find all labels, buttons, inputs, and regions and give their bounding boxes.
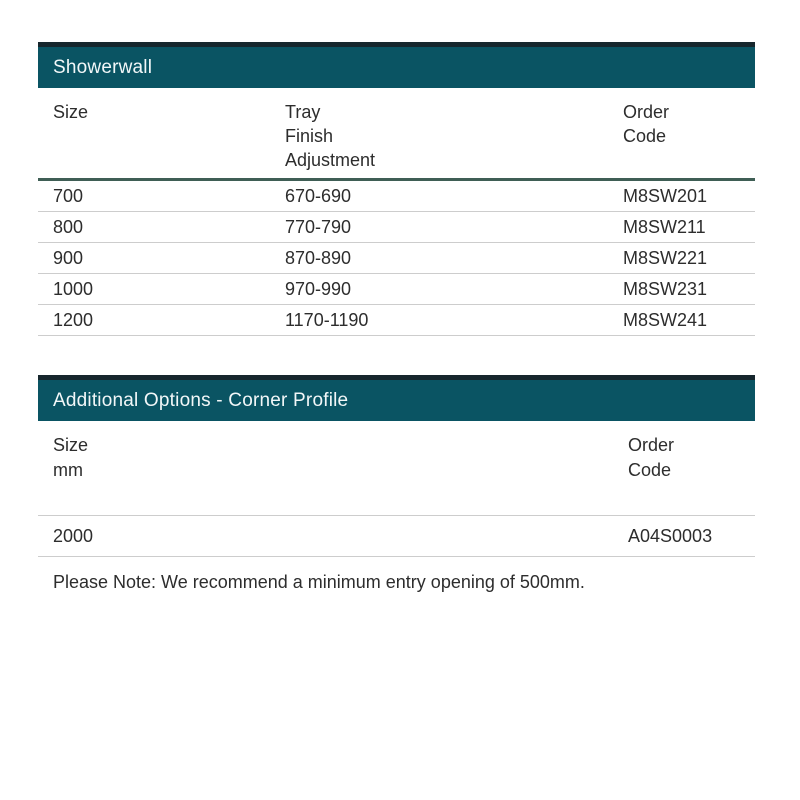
column-header-mm-line: mm	[53, 460, 83, 480]
column-header-code-line: Code	[628, 460, 672, 480]
cell-size: 900	[53, 248, 84, 268]
cell-order-code: M8SW201	[623, 186, 708, 206]
cell-tray-finish-adjustment: 770-790	[285, 217, 352, 237]
additional-options-section	[38, 375, 755, 593]
cell-tray-finish-adjustment: 870-890	[285, 248, 352, 268]
column-header-finish-line: Finish	[285, 126, 334, 146]
column-header-size-line: Size	[53, 102, 89, 122]
cell-size: 800	[53, 217, 84, 237]
showerwall-title-band	[38, 42, 755, 88]
cell-size: 2000	[53, 526, 94, 546]
column-header-code-line: Code	[623, 126, 667, 146]
showerwall-section	[38, 42, 755, 336]
table-row	[38, 212, 755, 243]
additional-options-title: Additional Options - Corner Profile	[53, 389, 349, 411]
note-text: Please Note: We recommend a minimum entry opening of 500mm.	[53, 572, 585, 592]
cell-order-code: M8SW231	[623, 279, 708, 299]
column-header-size	[38, 100, 285, 172]
column-header-size-mm	[38, 433, 628, 483]
cell-tray-finish-adjustment: 1170-1190	[285, 310, 369, 330]
cell-order-code: M8SW221	[623, 248, 708, 268]
cell-tray-finish-adjustment: 970-990	[285, 279, 352, 299]
column-header-order-code	[623, 100, 755, 172]
cell-size: 700	[53, 186, 84, 206]
column-header-order-line: Order	[623, 102, 670, 122]
table-row	[38, 305, 755, 336]
column-header-size-line: Size	[53, 435, 89, 455]
cell-size: 1200	[53, 310, 94, 330]
table-row	[38, 516, 755, 557]
table-row	[38, 274, 755, 305]
section-spacer	[38, 336, 755, 375]
cell-size: 1000	[53, 279, 94, 299]
spec-sheet	[38, 42, 755, 593]
cell-tray-finish-adjustment: 670-690	[285, 186, 352, 206]
column-header-tray-finish-adjustment	[285, 100, 623, 172]
column-header-order-code	[628, 433, 755, 483]
table-row	[38, 243, 755, 274]
showerwall-header-row	[38, 88, 755, 181]
column-header-tray-line: Tray	[285, 102, 321, 122]
cell-order-code: A04S0003	[628, 526, 713, 546]
showerwall-title: Showerwall	[53, 56, 153, 78]
column-header-adjustment-line: Adjustment	[285, 150, 376, 170]
column-header-order-line: Order	[628, 435, 675, 455]
cell-order-code: M8SW241	[623, 310, 708, 330]
table-row	[38, 181, 755, 212]
cell-order-code: M8SW211	[623, 217, 706, 237]
additional-options-title-band	[38, 375, 755, 421]
additional-options-header-row	[38, 421, 755, 516]
